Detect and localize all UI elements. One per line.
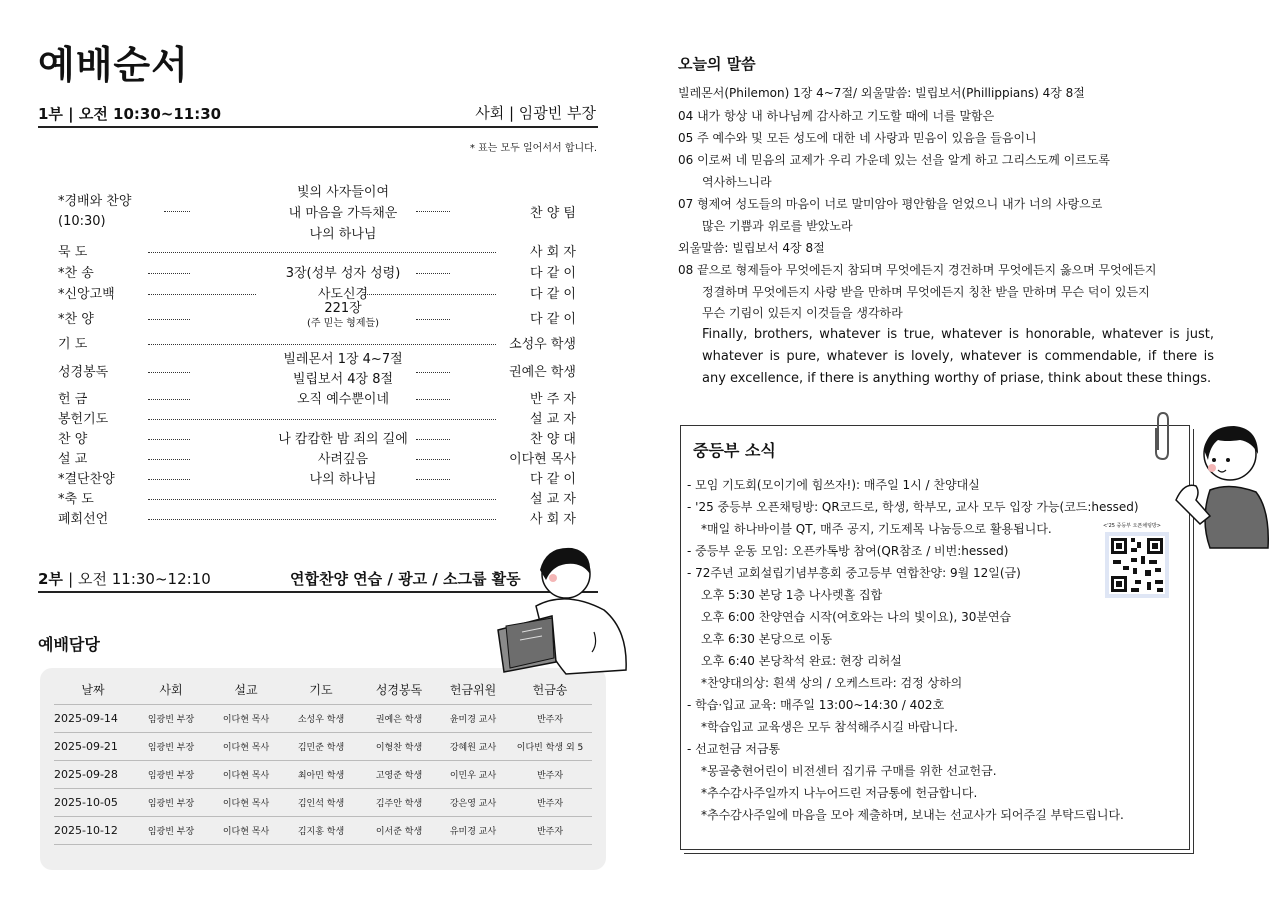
- news-panel: [680, 425, 1190, 850]
- news-line: 오후 6:30 본당으로 이동: [701, 632, 833, 646]
- dotted-leader: [148, 344, 496, 345]
- news-line: 오후 5:30 본당 1층 나사렛홀 집합: [701, 588, 883, 602]
- table-cell: 2025-10-05: [54, 788, 132, 816]
- order-item-person: 다 같 이: [530, 312, 576, 327]
- order-item-person: 찬 양 팀: [530, 206, 576, 221]
- order-item-person: 반 주 자: [530, 392, 576, 407]
- dotted-leader: [416, 319, 450, 320]
- news-line: *매일 하나바이블 QT, 매주 공지, 기도제목 나눔등으로 활용됩니다.: [701, 522, 1052, 536]
- dotted-leader: [164, 211, 190, 212]
- dotted-leader: [148, 519, 496, 520]
- order-item-name: *찬 양: [58, 312, 94, 327]
- table-row: [54, 732, 592, 760]
- table-cell: 유미경 교사: [438, 816, 508, 844]
- table-cell: 임광빈 부장: [132, 732, 210, 760]
- order-item-person: 이다현 목사: [509, 452, 576, 467]
- table-cell: 2025-09-21: [54, 732, 132, 760]
- verse-line: 많은 기쁨과 위로를 받았노라: [702, 219, 853, 233]
- table-cell: 이민우 교사: [438, 760, 508, 788]
- part1-label: 1부 | 오전 10:30~11:30: [38, 105, 222, 123]
- column-header: 헌금송: [508, 676, 592, 704]
- table-row: [54, 704, 592, 732]
- dotted-leader: [148, 439, 190, 440]
- dotted-leader: [148, 479, 190, 480]
- order-item-text: 3장(성부 성자 성령): [285, 266, 401, 281]
- order-item-text: 나의 하나님: [309, 227, 377, 242]
- duty-table-panel: [40, 668, 606, 870]
- order-item-name: *경배와 찬양: [58, 194, 132, 209]
- order-item-name: 찬 양: [58, 432, 88, 447]
- dotted-leader: [148, 459, 190, 460]
- order-item-text: 빛의 사자들이여: [296, 185, 390, 200]
- order-item-person: 찬 양 대: [530, 432, 576, 447]
- table-cell: 이다빈 학생 외 5: [508, 732, 592, 760]
- dotted-leader: [364, 294, 496, 295]
- news-line: *학습입교 교육생은 모두 참석해주시길 바랍니다.: [701, 720, 958, 734]
- order-item-person: 설 교 자: [530, 492, 576, 507]
- part1-header: [38, 100, 598, 128]
- order-item-name: 성경봉독: [58, 365, 109, 380]
- table-cell: 최아민 학생: [282, 760, 360, 788]
- order-item-person: 사 회 자: [530, 245, 576, 260]
- word-title: 오늘의 말씀: [678, 55, 756, 73]
- news-title: 중등부 소식: [693, 441, 776, 460]
- order-item-text: 빌레몬서 1장 4~7절: [283, 352, 403, 367]
- dotted-leader: [148, 399, 190, 400]
- table-cell: 이다현 목사: [210, 760, 282, 788]
- table-cell: 이다현 목사: [210, 788, 282, 816]
- column-header: 성경봉독: [360, 676, 438, 704]
- table-cell: 강혜원 교사: [438, 732, 508, 760]
- order-item-text: 221장: [324, 301, 362, 316]
- table-cell: 이다현 목사: [210, 732, 282, 760]
- column-header: 사회: [132, 676, 210, 704]
- order-item-person: 다 같 이: [530, 266, 576, 281]
- table-row: [54, 760, 592, 788]
- order-item-text: 나의 하나님: [309, 472, 377, 487]
- table-cell: 반주자: [508, 704, 592, 732]
- news-line: - 모임 기도회(모이기에 힘쓰자!): 매주일 1시 / 찬양대실: [687, 478, 980, 492]
- news-line: 오후 6:00 찬양연습 시작(여호와는 나의 빛이요), 30분연습: [701, 610, 1012, 624]
- scripture-reference: 빌레몬서(Philemon) 1장 4~7절/ 외울말씀: 빌립보서(Phillippians) 4장 8절: [678, 86, 1085, 100]
- table-cell: 강은영 교사: [438, 788, 508, 816]
- column-header: 설교: [210, 676, 282, 704]
- column-header: 날짜: [54, 676, 132, 704]
- table-cell: 김주안 학생: [360, 788, 438, 816]
- table-cell: 이형찬 학생: [360, 732, 438, 760]
- order-item-text: 나 캄캄한 밤 죄의 길에: [278, 432, 408, 447]
- dotted-leader: [416, 439, 450, 440]
- order-item-name: 봉헌기도: [58, 412, 109, 427]
- dotted-leader: [148, 252, 496, 253]
- table-cell: 권예은 학생: [360, 704, 438, 732]
- news-line: 오후 6:40 본당착석 완료: 현장 리허설: [701, 654, 902, 668]
- order-item-text: 사도신경: [317, 287, 369, 302]
- part2-activities: 연합찬양 연습 / 광고 / 소그룹 활동: [290, 570, 521, 588]
- order-item-text: 오직 예수뿐이네: [296, 392, 390, 407]
- news-line: - 선교헌금 저금통: [687, 742, 781, 756]
- table-cell: 김민준 학생: [282, 732, 360, 760]
- table-cell: 2025-09-28: [54, 760, 132, 788]
- order-item-text: 내 마음을 가득채운: [288, 206, 398, 221]
- column-header: 헌금위원: [438, 676, 508, 704]
- verse-line: 08 끝으로 형제들아 무엇에든지 참되며 무엇에든지 경건하며 무엇에든지 옳으며 무엇에든지: [678, 263, 1157, 277]
- order-item-person: 다 같 이: [530, 287, 576, 302]
- page-title: 예배순서: [38, 43, 189, 87]
- stand-note: * 표는 모두 일어서서 합니다.: [469, 143, 597, 154]
- memory-verse-reference: 외울말씀: 빌립보서 4장 8절: [678, 241, 825, 255]
- dotted-leader: [148, 499, 496, 500]
- dotted-leader: [416, 273, 450, 274]
- order-item-person: 권예은 학생: [509, 365, 576, 380]
- part2-time: | 오전 11:30~12:10: [68, 570, 211, 588]
- table-cell: 반주자: [508, 816, 592, 844]
- table-cell: 이다현 목사: [210, 816, 282, 844]
- waving-person-illustration: [1170, 420, 1280, 550]
- qr-caption: <'25 중등부 오픈채팅방>: [1103, 523, 1161, 529]
- news-line: - '25 중등부 오픈채팅방: QR코드로, 학생, 학부모, 교사 모두 입장 가능(코드:hessed): [687, 500, 1139, 514]
- table-cell: 김인석 학생: [282, 788, 360, 816]
- table-header-row: [54, 676, 592, 704]
- english-verse: Finally, brothers, whatever is true, whatever is honorable, whatever is just, whatever is pure, whatever is lovely, whatever is commendable, if there is any excellence, if there is anything worthy of priase, think about these things.: [702, 327, 1214, 386]
- dotted-leader: [148, 419, 496, 420]
- order-item-person: 소성우 학생: [509, 337, 576, 352]
- order-item-name: *결단찬양: [58, 472, 115, 487]
- order-item-person: 사 회 자: [530, 512, 576, 527]
- table-cell: 임광빈 부장: [132, 704, 210, 732]
- table-row: [54, 816, 592, 844]
- order-item-text: 사려깊음: [317, 452, 369, 467]
- table-cell: 반주자: [508, 788, 592, 816]
- table-cell: 2025-09-14: [54, 704, 132, 732]
- verse-line: 06 이로써 네 믿음의 교제가 우리 가운데 있는 선을 알게 하고 그리스도께 이르도록: [678, 153, 1110, 167]
- news-line: *추수감사주일까지 나누어드린 저금통에 헌금합니다.: [701, 786, 978, 800]
- order-item-person: 다 같 이: [530, 472, 576, 487]
- order-item-name: *찬 송: [58, 266, 94, 281]
- dotted-leader: [416, 211, 450, 212]
- duty-table: [54, 676, 592, 845]
- table-row: [54, 788, 592, 816]
- dotted-leader: [148, 319, 190, 320]
- verse-line: 05 주 예수와 및 모든 성도에 대한 네 사랑과 믿음이 있음을 들음이니: [678, 131, 1037, 145]
- table-cell: 고영준 학생: [360, 760, 438, 788]
- table-cell: 김지홍 학생: [282, 816, 360, 844]
- duty-title: 예배담당: [38, 635, 100, 654]
- order-item-name: (10:30): [58, 214, 106, 229]
- verse-line: 역사하느니라: [702, 175, 772, 189]
- dotted-leader: [148, 372, 190, 373]
- verse-line: 04 내가 항상 내 하나님께 감사하고 기도할 때에 너를 말함은: [678, 109, 995, 123]
- dotted-leader: [416, 399, 450, 400]
- order-item-text: 빌립보서 4장 8절: [292, 372, 394, 387]
- reading-person-illustration: [496, 540, 632, 676]
- table-cell: 임광빈 부장: [132, 816, 210, 844]
- verse-line: 무슨 기림이 있든지 이것들을 생각하라: [702, 306, 903, 320]
- table-cell: 2025-10-12: [54, 816, 132, 844]
- table-cell: 반주자: [508, 760, 592, 788]
- news-line: - 72주년 교회설립기념부흥회 중고등부 연합찬양: 9월 12일(금): [687, 566, 1021, 580]
- dotted-leader: [416, 479, 450, 480]
- order-item-name: 폐회선언: [58, 512, 109, 527]
- table-cell: 윤미경 교사: [438, 704, 508, 732]
- order-item-name: *신앙고백: [58, 287, 115, 302]
- news-line: *추수감사주일에 마음을 모아 제출하며, 보내는 선교사가 되어주길 부탁드립니다.: [701, 808, 1124, 822]
- order-item-subtext: (주 믿는 형제들): [306, 318, 380, 329]
- dotted-leader: [416, 372, 450, 373]
- table-cell: 임광빈 부장: [132, 760, 210, 788]
- table-cell: 이서준 학생: [360, 816, 438, 844]
- table-cell: 이다현 목사: [210, 704, 282, 732]
- order-item-name: 묵 도: [58, 245, 88, 260]
- news-line: - 중등부 운동 모임: 오픈카톡방 참여(QR참조 / 비번:hessed): [687, 544, 1009, 558]
- order-item-person: 설 교 자: [530, 412, 576, 427]
- table-cell: 소성우 학생: [282, 704, 360, 732]
- order-item-name: *축 도: [58, 492, 94, 507]
- news-line: - 학습·입교 교육: 매주일 13:00~14:30 / 402호: [687, 698, 945, 712]
- order-item-name: 설 교: [58, 452, 88, 467]
- verse-line: 07 형제여 성도들의 마음이 너로 말미암아 평안함을 얻었으니 내가 너의 사랑으로: [678, 197, 1103, 211]
- dotted-leader: [148, 273, 190, 274]
- dotted-leader: [416, 459, 450, 460]
- qr-code-icon[interactable]: [1105, 532, 1169, 598]
- news-line: *찬양대의상: 흰색 상의 / 오케스트라: 검정 상하의: [701, 676, 963, 690]
- column-header: 기도: [282, 676, 360, 704]
- table-cell: 임광빈 부장: [132, 788, 210, 816]
- news-line: *몽골충현어린이 비전센터 집기류 구매를 위한 선교헌금.: [701, 764, 997, 778]
- part1-leader: 사회 | 임광빈 부장: [475, 104, 596, 122]
- part2-label: 2부: [38, 570, 63, 588]
- order-item-name: 기 도: [58, 337, 88, 352]
- verse-line: 정결하며 무엇에든지 사랑 받을 만하며 무엇에든지 칭찬 받을 만하며 무슨 덕이 있든지: [702, 285, 1150, 299]
- order-item-name: 헌 금: [58, 392, 88, 407]
